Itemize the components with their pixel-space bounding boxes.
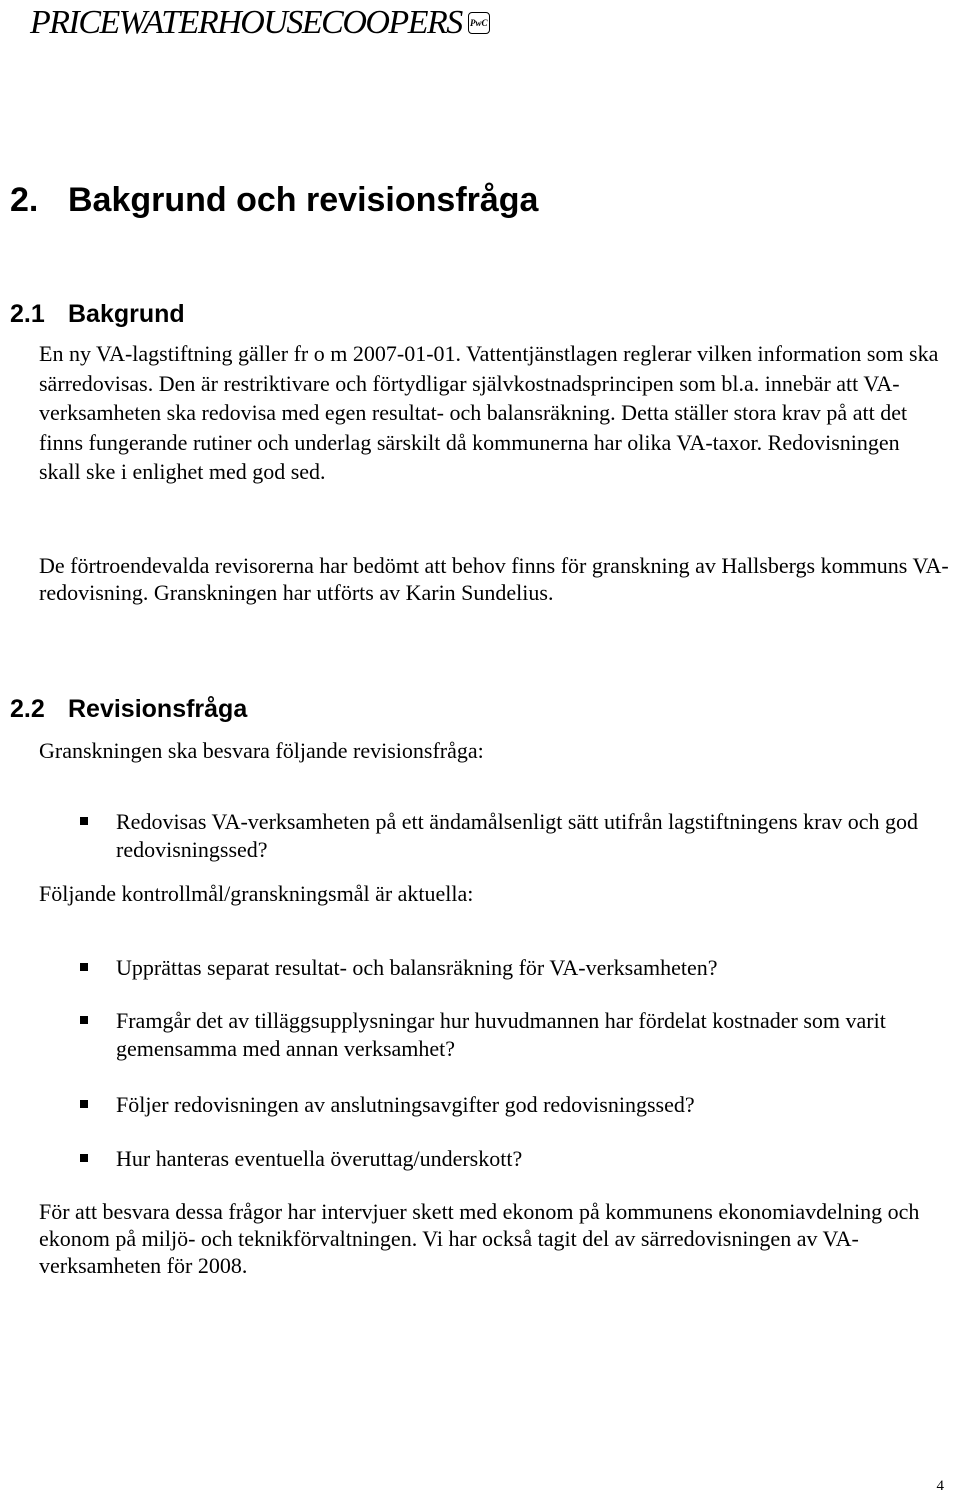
subsection-title: Revisionsfråga [68,695,248,723]
subsection-title: Bakgrund [68,300,185,328]
paragraph-question-intro: Granskningen ska besvara följande revisionsfråga: [39,738,484,763]
list-item-text: Hur hanteras eventuella överuttag/underskott? [116,1146,523,1171]
section-number: 2. [10,181,39,219]
page-number: 4 [936,1478,944,1494]
subsection-heading-revisionsfraga [10,693,247,725]
list-item-audit-question [80,808,960,864]
paragraph-background: En ny VA-lagstiftning gäller fr o m 2007-01-01. Vattentjänstlagen reglerar vilken information som ska särredovisas. Den är restriktivare och förtydligar självkostnadsprincipen som bl.a. innebär att VA-verksamheten ska redovisa med egen resultat- och balansräkning. Detta ställer stora krav på att det finns fungerande rutiner och underlag särskilt då kommunerna har olika VA-taxor. Redovisningen skall ske i enlighet med god sed. [39,341,939,484]
subsection-number: 2.2 [10,695,45,723]
list-item-control-objective [80,954,960,982]
list-item-text: Framgår det av tilläggsupplysningar hur huvudmannen har fördelat kostnader som varit gemensamma med annan verksamhet? [116,1008,886,1061]
bullet-icon [80,963,88,971]
bullet-icon [80,1100,88,1108]
list-item-control-objective [80,1145,960,1173]
list-item-text: Redovisas VA-verksamheten på ett ändamålsenligt sätt utifrån lagstiftningens krav och god redovisningssed? [116,809,919,862]
bullet-icon [80,1154,88,1162]
list-item-text: Upprättas separat resultat- och balansräkning för VA-verksamheten? [116,955,718,980]
section-heading [10,178,538,222]
list-item-text: Följer redovisningen av anslutningsavgifter god redovisningssed? [116,1092,695,1117]
paragraph-auditors: De förtroendevalda revisorerna har bedömt att behov finns för granskning av Hallsbergs kommuns VA-redovisning. Granskningen har utförts av Karin Sundelius. [39,553,949,605]
logo-seal: PwC [468,12,490,34]
list-item-control-objective [80,1091,960,1119]
bullet-icon [80,817,88,825]
paragraph-control-objectives-intro: Följande kontrollmål/granskningsmål är aktuella: [39,881,474,906]
section-title: Bakgrund och revisionsfråga [68,181,539,219]
company-logo [30,4,490,48]
subsection-number: 2.1 [10,300,45,328]
subsection-heading-bakgrund [10,298,185,330]
paragraph-method: För att besvara dessa frågor har intervjuer skett med ekonom på kommunens ekonomiavdelning och ekonom på miljö- och teknikförvaltningen. Vi har också tagit del av särredovisningen av VA-verksamheten för 2008. [39,1199,920,1278]
list-item-control-objective [80,1007,960,1063]
bullet-icon [80,1016,88,1024]
logo-text: PRICEWATERHOUSECOOPERS [30,4,462,41]
